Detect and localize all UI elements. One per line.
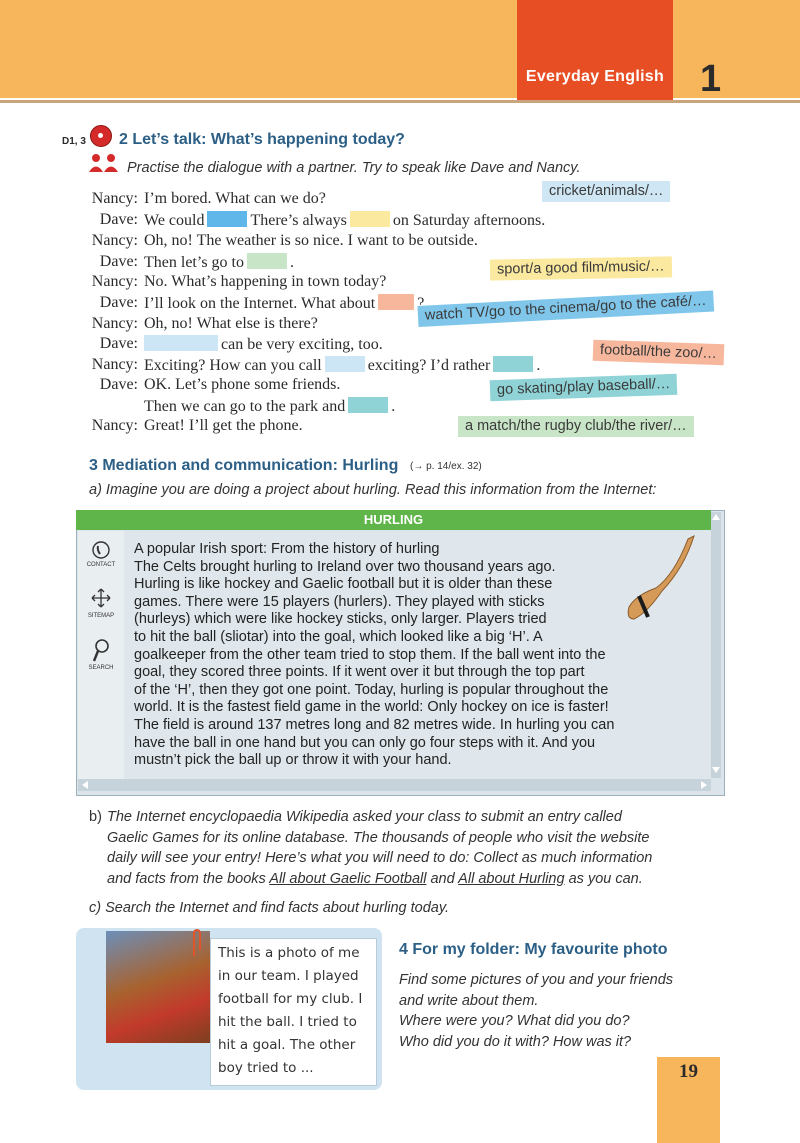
exercise-4-text: Find some pictures of you and your friends and write about them. Where were you? What did you do? Who did you do it with? How was it? [399,972,674,1050]
hurling-article [134,541,694,770]
dialogue-line [0,211,800,231]
hurley-stick-icon [622,533,700,625]
note-line: hit a goal. The other [218,1037,356,1053]
note-line: This is a photo of me [218,945,360,961]
exercise-2-instruction: Practise the dialogue with a partner. Try to speak like Dave and Nancy. [127,160,581,176]
speaker: Nancy: [91,356,138,373]
article-lead: A popular Irish sport: From the history of hurling [134,541,440,557]
exercise-3b: The Internet encyclopaedia Wikipedia asked your class to submit an entry called Gaelic Games for its online database. The thousands of people who visit the website daily will see your entry! Here’s what you will need to do: Collect as much information and facts from the books All about Gaelic Football and All about Hurling as you can. [107,809,653,887]
blank-gap [207,211,247,227]
unit-number: 1 [700,58,722,100]
dialogue-line [0,397,800,417]
scroll-right-icon[interactable] [699,780,709,790]
blank-gap [378,294,414,310]
speaker: Nancy: [91,417,138,434]
horizontal-scrollbar[interactable] [78,779,711,791]
word-tag: football/the zoo/… [593,340,725,366]
page-number-tab [657,1057,720,1143]
line-text: . [536,357,541,374]
cross-reference: (→ p. 14/ex. 32) [410,461,482,472]
dialogue-line [0,190,800,210]
word-tag: a match/the rugby club/the river/… [458,416,694,437]
article-line: The Celts brought hurling to Ireland over two thousand years ago. [134,558,556,575]
blank-gap [144,335,218,351]
dialogue-line [0,232,800,252]
pair-work-icon [88,153,120,173]
article-line: (hurleys) which were like hockey sticks, only larger. Players tried [134,611,547,628]
header-band [0,0,800,98]
article-line: to hit the ball (sliotar) into the goal, which looked like a big ‘H’. A [134,628,543,645]
phone-icon[interactable] [92,541,110,559]
line-text: . [289,254,294,271]
line-text: There’s always [250,212,347,229]
line-text: Exciting? How can you call [144,357,322,374]
scroll-left-icon[interactable] [80,780,90,790]
line-text: I’ll look on the Internet. What about [144,295,376,312]
speaker: Nancy: [91,190,138,207]
page-number: 19 [679,1061,698,1082]
line-text: OK. Let’s phone some friends. [144,376,341,393]
speaker: Nancy: [91,315,138,332]
line-text: Oh, no! What else is there? [144,315,318,332]
speaker: Nancy: [91,273,138,290]
nav-search[interactable]: SEARCH [88,665,114,671]
note-line: football for my club. I [218,991,363,1007]
article-line: Hurling is like hockey and Gaelic football but it is older than these [134,576,553,593]
article-line: goal, they scored three points. If it went over it but through the top part [134,664,585,681]
line-text: . [391,398,396,415]
blank-gap [247,253,287,269]
exercise-2-title: 2 Let’s talk: What’s happening today? [119,131,405,148]
line-text: ? [417,295,425,312]
article-line: world. It is the fastest field game in the world: Only hockey on ice is faster! [134,699,609,716]
line-text: Great! I’ll get the phone. [144,417,303,434]
cd-track-label: D1, 3 [62,136,86,147]
word-tag: sport/a good film/music/… [490,256,672,280]
cd-icon [90,125,112,147]
exercise-3a: a) Imagine you are doing a project about hurling. Read this information from the Internet: [89,482,657,498]
speaker: Dave: [99,376,138,393]
dialogue-line [0,315,800,335]
section-tab [517,0,673,103]
nav-contact[interactable]: CONTACT [86,562,116,568]
speaker: Dave: [99,253,138,270]
line-text: Oh, no! The weather is so nice. I want to be outside. [144,232,478,249]
line-text: on Saturday afternoons. [392,212,546,229]
article-line: games. There were 15 players (hurlers). They played with sticks [134,593,545,610]
dialogue-line [0,376,800,396]
line-text: Then we can go to the park and [144,398,346,415]
note-line: boy tried to ... [218,1060,314,1076]
dialogue-line [0,253,800,273]
browser-title: HURLING [76,510,711,530]
line-text: Then let’s go to [144,254,244,271]
speaker: Dave: [99,335,138,352]
exercise-3c: c) Search the Internet and find facts about hurling today. [89,900,450,916]
line-text: We could [144,212,205,229]
arrow-icon: → [413,461,424,472]
section-title: Everyday English [525,68,665,85]
article-line: The field is around 137 metres long and 82 metres wide. In hurling you can [134,716,615,733]
exercise-3b-label: b) [89,809,102,825]
sitemap-arrows-icon[interactable] [91,588,111,608]
article-line: of the ‘H’, then they got one point. Today, hurling is popular throughout the [134,681,609,698]
blank-gap [350,211,390,227]
article-line: goalkeeper from the other team tried to stop them. If the ball went into the [134,646,606,663]
speaker: Nancy: [91,232,138,249]
blank-gap [325,356,365,372]
nav-sitemap[interactable]: SITEMAP [87,613,115,619]
scroll-up-icon[interactable] [711,512,721,522]
blank-gap [348,397,388,413]
speaker: Dave: [99,294,138,311]
line-text: I’m bored. What can we do? [144,190,326,207]
article-line: mustn’t pick the ball up or throw it with your hand. [134,752,452,769]
vertical-scrollbar[interactable] [711,512,721,778]
note-line: hit the ball. I tried to [218,1014,357,1030]
book-title: All about Gaelic Football [269,870,427,887]
article-line: have the ball in one hand but you can only go four steps with it. And you [134,734,596,751]
handwritten-note [218,942,374,1080]
search-icon[interactable] [92,639,110,663]
line-text: exciting? I’d rather [367,357,491,374]
paper-clip-icon [190,928,204,958]
book-title: All about Hurling [458,870,565,887]
word-tag: go skating/play baseball/… [490,374,678,402]
scroll-down-icon[interactable] [711,765,721,775]
exercise-4-title: 4 For my folder: My favourite photo [399,941,668,958]
dialogue-line [0,273,800,293]
exercise-3-title: 3 Mediation and communication: Hurling [89,457,399,474]
line-text: can be very exciting, too. [221,336,383,353]
header-divider [0,100,800,103]
blank-gap [493,356,533,372]
word-tag: watch TV/go to the cinema/go to the café/… [417,291,714,327]
speaker: Dave: [99,211,138,228]
browser-sidebar [78,531,124,779]
note-line: in our team. I played [218,968,359,984]
line-text: No. What’s happening in town today? [144,273,387,290]
word-tag: cricket/animals/… [542,181,670,202]
